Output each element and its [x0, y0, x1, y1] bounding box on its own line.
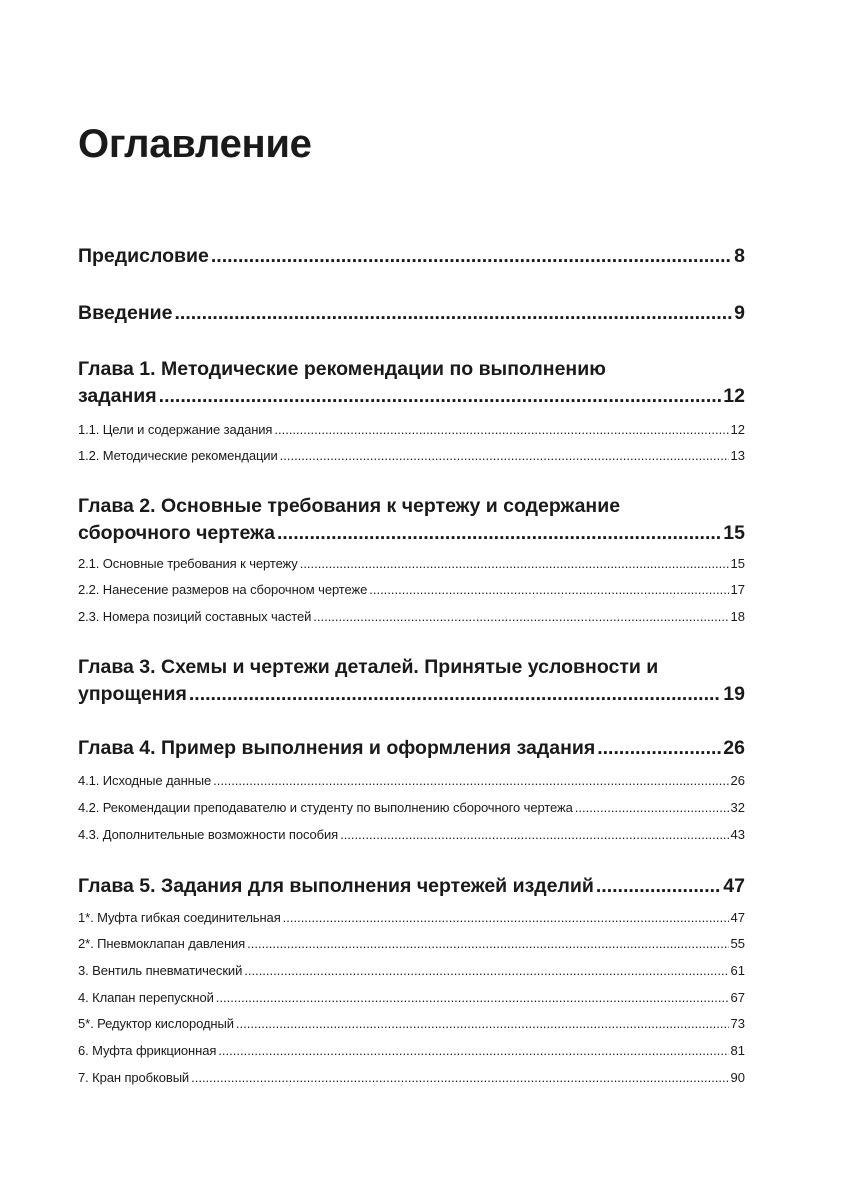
dot-leader	[575, 799, 729, 817]
toc-section-entry[interactable]	[78, 1042, 745, 1060]
toc-chapter-entry[interactable]	[78, 243, 745, 270]
toc-entry-title: 6. Муфта фрикционная	[78, 1043, 217, 1058]
dot-leader	[189, 681, 721, 708]
dot-leader	[236, 1015, 729, 1033]
dot-leader	[191, 1069, 728, 1087]
toc-entry-title: упрощения	[78, 683, 187, 705]
toc-page-number: 43	[730, 827, 745, 842]
dot-leader	[369, 581, 728, 599]
toc-entry-title: задания	[78, 385, 157, 407]
dot-leader	[213, 772, 728, 790]
toc-entry-title: Предисловие	[78, 245, 209, 267]
toc-page-number: 81	[730, 1043, 745, 1058]
toc-page-number: 9	[734, 302, 745, 324]
toc-entry-title: Глава 3. Схемы и чертежи деталей. Принятые условности и	[78, 656, 659, 678]
toc-section-entry[interactable]	[78, 421, 745, 439]
toc-section-entry[interactable]	[78, 608, 745, 626]
toc-entry-title: Глава 1. Методические рекомендации по выполнению	[78, 358, 606, 380]
toc-section-entry[interactable]	[78, 1069, 745, 1087]
toc-chapter-entry[interactable]	[78, 735, 745, 762]
toc-section-entry[interactable]	[78, 826, 745, 844]
toc-section-entry[interactable]	[78, 555, 745, 573]
toc-page-number: 12	[730, 422, 745, 437]
toc-page-number: 17	[730, 582, 745, 597]
page-title: Оглавление	[78, 122, 312, 166]
dot-leader	[274, 421, 728, 439]
toc-entry-title: сборочного чертежа	[78, 522, 275, 544]
dot-leader	[216, 989, 729, 1007]
toc-section-entry[interactable]	[78, 799, 745, 817]
toc-chapter-entry[interactable]	[78, 300, 745, 327]
toc-page-number: 47	[723, 875, 745, 897]
dot-leader	[597, 735, 721, 762]
toc-entry-title: 2.3. Номера позиций составных частей	[78, 609, 312, 624]
toc-chapter-entry[interactable]	[78, 654, 745, 708]
toc-section-entry[interactable]	[78, 935, 745, 953]
toc-entry-title: 3. Вентиль пневматический	[78, 963, 243, 978]
toc-entry-title: 4. Клапан перепускной	[78, 990, 214, 1005]
toc-page-number: 26	[730, 773, 745, 788]
toc-section-entry[interactable]	[78, 909, 745, 927]
toc-entry-title: 1.1. Цели и содержание задания	[78, 422, 273, 437]
dot-leader	[596, 873, 721, 900]
toc-page-number: 61	[730, 963, 745, 978]
toc-page-number: 32	[730, 800, 745, 815]
dot-leader	[340, 826, 728, 844]
toc-page-number: 55	[730, 936, 745, 951]
toc-page-number: 19	[723, 683, 745, 705]
toc-entry-title: 7. Кран пробковый	[78, 1070, 190, 1085]
toc-entry-title: Глава 5. Задания для выполнения чертежей изделий	[78, 875, 594, 897]
toc-page-number: 15	[730, 556, 745, 571]
toc-page-number: 47	[730, 910, 745, 925]
toc-page-number: 8	[734, 245, 745, 267]
dot-leader	[283, 909, 729, 927]
toc-chapter-entry[interactable]	[78, 493, 745, 547]
toc-entry-title: 2.1. Основные требования к чертежу	[78, 556, 298, 571]
dot-leader	[313, 608, 728, 626]
dot-leader	[277, 520, 721, 547]
dot-leader	[159, 383, 722, 410]
toc-entry-title: 1*. Муфта гибкая соединительная	[78, 910, 281, 925]
dot-leader	[175, 300, 733, 327]
toc-page-number: 67	[730, 990, 745, 1005]
toc-page-number: 15	[723, 522, 745, 544]
toc-entry-title: 2.2. Нанесение размеров на сборочном чертеже	[78, 582, 368, 597]
dot-leader	[211, 243, 732, 270]
toc-entry-title: 5*. Редуктор кислородный	[78, 1016, 234, 1031]
dot-leader	[280, 447, 729, 465]
toc-entry-title: 2*. Пневмоклапан давления	[78, 936, 246, 951]
toc-page-number: 90	[730, 1070, 745, 1085]
toc-entry-title: Глава 2. Основные требования к чертежу и содержание	[78, 495, 621, 517]
toc-page-number: 73	[730, 1016, 745, 1031]
dot-leader	[247, 935, 728, 953]
toc-entry-title: 4.2. Рекомендации преподавателю и студенту по выполнению сборочного чертежа	[78, 800, 573, 815]
dot-leader	[244, 962, 728, 980]
toc-section-entry[interactable]	[78, 989, 745, 1007]
toc-chapter-entry[interactable]	[78, 873, 745, 900]
toc-section-entry[interactable]	[78, 581, 745, 599]
toc-chapter-entry[interactable]	[78, 356, 745, 410]
toc-entry-title: Введение	[78, 302, 173, 324]
toc-section-entry[interactable]	[78, 962, 745, 980]
toc-page-number: 13	[730, 448, 745, 463]
toc-section-entry[interactable]	[78, 1015, 745, 1033]
toc-entry-title: 1.2. Методические рекомендации	[78, 448, 278, 463]
toc-page-number: 12	[723, 385, 745, 407]
toc-section-entry[interactable]	[78, 447, 745, 465]
toc-page-number: 26	[723, 737, 745, 759]
toc-page-number: 18	[730, 609, 745, 624]
toc-entry-title: 4.1. Исходные данные	[78, 773, 212, 788]
dot-leader	[218, 1042, 728, 1060]
toc-section-entry[interactable]	[78, 772, 745, 790]
dot-leader	[300, 555, 729, 573]
toc-entry-title: 4.3. Дополнительные возможности пособия	[78, 827, 339, 842]
toc-entry-title: Глава 4. Пример выполнения и оформления задания	[78, 737, 596, 759]
